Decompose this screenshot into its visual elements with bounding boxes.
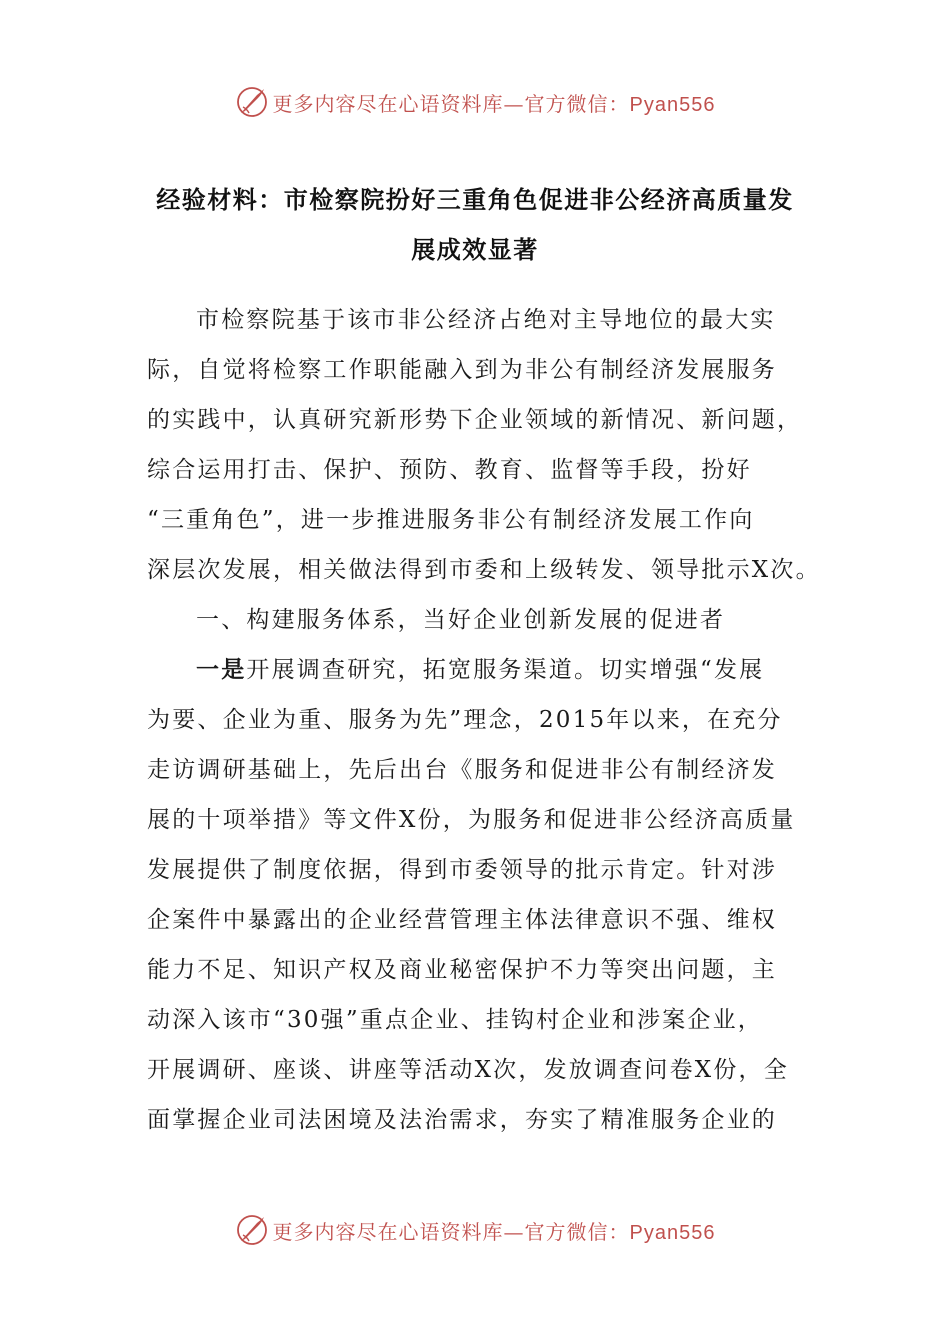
body-line: 际，自觉将检察工作职能融入到为非公有制经济发展服务: [147, 357, 777, 383]
point-first-line: [196, 655, 764, 685]
body-line: “三重角色”，进一步推进服务非公有制经济发展工作向: [147, 507, 755, 533]
body-line: 的实践中，认真研究新形势下企业领域的新情况、新问题，: [147, 407, 803, 433]
section-heading: 一、构建服务体系，当好企业创新发展的促进者: [196, 607, 726, 633]
body-line: 为要、企业为重、服务为先”理念，2015年以来，在充分: [147, 707, 783, 733]
body-line: 企案件中暴露出的企业经营管理主体法律意识不强、维权: [147, 907, 777, 933]
document-title-line-2: 展成效显著: [411, 236, 539, 264]
body-line: 展的十项举措》等文件X份，为服务和促进非公经济高质量: [147, 807, 796, 833]
watermark-text: 更多内容尽在心语资料库—官方微信：Pyan556: [272, 1219, 716, 1244]
point-lead: 一是: [196, 656, 247, 683]
body-line: 市检察院基于该市非公经济占绝对主导地位的最大实: [196, 307, 776, 333]
body-line: 深层次发展，相关做法得到市委和上级转发、领导批示X次。: [147, 557, 821, 583]
body-line: 综合运用打击、保护、预防、教育、监督等手段，扮好: [147, 457, 752, 483]
quill-pen-logo-icon: [235, 1213, 269, 1247]
watermark-banner-top: [0, 82, 950, 122]
point-first-rest: 开展调查研究，拓宽服务渠道。切实增强“发展: [246, 657, 765, 683]
body-line: 动深入该市“30强”重点企业、挂钩村企业和涉案企业，: [147, 1007, 763, 1033]
body-line: 能力不足、知识产权及商业秘密保护不力等突出问题，主: [147, 957, 777, 983]
body-line: 走访调研基础上，先后出台《服务和促进非公有制经济发: [147, 757, 777, 783]
body-line: 开展调研、座谈、讲座等活动X次，发放调查问卷X份，全: [147, 1057, 789, 1083]
watermark-text: 更多内容尽在心语资料库—官方微信：Pyan556: [272, 91, 716, 116]
body-line: 发展提供了制度依据，得到市委领导的批示肯定。针对涉: [147, 857, 777, 883]
quill-pen-logo-icon: [235, 85, 269, 119]
body-line: 面掌握企业司法困境及法治需求，夯实了精准服务企业的: [147, 1107, 777, 1133]
document-title-line-1: 经验材料：市检察院扮好三重角色促进非公经济高质量发: [156, 186, 794, 214]
watermark-banner-bottom: [0, 1210, 950, 1250]
